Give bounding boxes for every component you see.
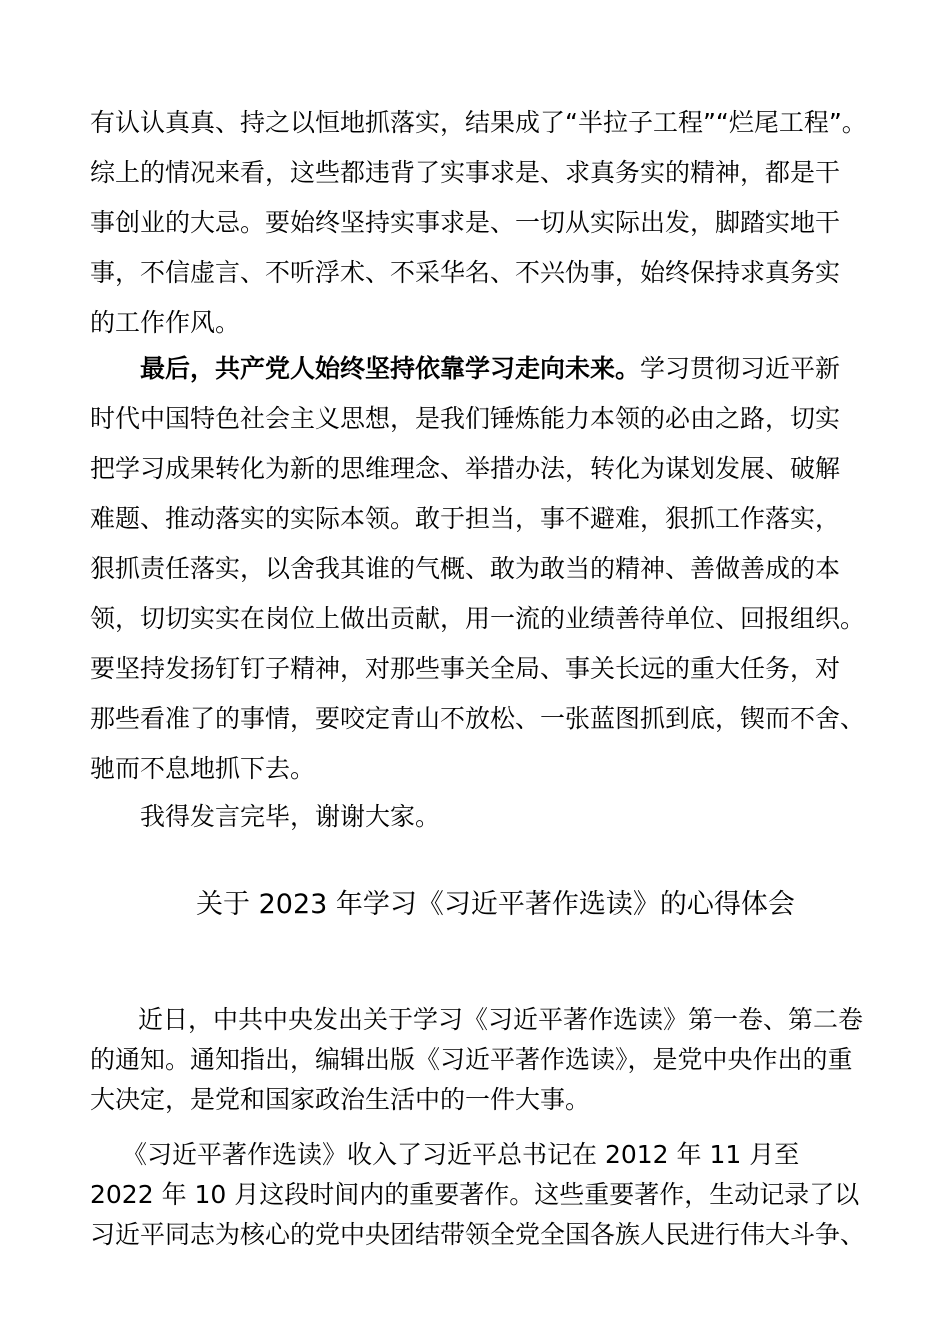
text-line: 综上的情况来看，这些都违背了实事求是、求真务实的精神，都是干 — [90, 158, 841, 187]
text-line: 《习近平著作选读》收入了习近平总书记在 2012 年 11 月至 — [122, 1140, 800, 1169]
text-line: 要坚持发扬钉钉子精神，对那些事关全局、事关长远的重大任务，对 — [90, 654, 841, 683]
text-line: 大决定，是党和国家政治生活中的一件大事。 — [90, 1085, 591, 1114]
text-line: 2022 年 10 月这段时间内的重要著作。这些重要著作，生动记录了以 — [90, 1180, 860, 1209]
text-line: 难题、推动落实的实际本领。敢于担当，事不避难，狠抓工作落实， — [90, 504, 841, 533]
closing-remark: 我得发言完毕，谢谢大家。 — [140, 802, 441, 831]
text-line: 近日，中共中央发出关于学习《习近平著作选读》第一卷、第二卷 — [138, 1005, 864, 1034]
article-title: 关于 2023 年学习《习近平著作选读》的心得体会 — [196, 889, 795, 920]
text-line: 把学习成果转化为新的思维理念、举措办法，转化为谋划发展、破解 — [90, 454, 841, 483]
text-line: 习近平同志为核心的党中央团结带领全党全国各族人民进行伟大斗争、 — [90, 1220, 866, 1249]
text-line: 那些看准了的事情，要咬定青山不放松、一张蓝图抓到底，锲而不舍、 — [90, 704, 866, 733]
lead-rest: 学习贯彻习近平新 — [640, 354, 841, 383]
text-line: 狠抓责任落实，以舍我其谁的气概、敢为敢当的精神、善做善成的本 — [90, 554, 841, 583]
bold-lead: 最后，共产党人始终坚持依靠学习走向未来。 — [140, 354, 641, 383]
text-line: 事创业的大忌。要始终坚持实事求是、一切从实际出发，脚踏实地干 — [90, 208, 841, 237]
text-line: 的通知。通知指出，编辑出版《习近平著作选读》，是党中央作出的重 — [90, 1045, 853, 1074]
text-line: 有认认真真、持之以恒地抓落实，结果成了“半拉子工程”“烂尾工程”。 — [90, 108, 867, 137]
text-line: 领，切切实实在岗位上做出贡献，用一流的业绩善待单位、回报组织。 — [90, 604, 866, 633]
text-line: 时代中国特色社会主义思想，是我们锤炼能力本领的必由之路，切实 — [90, 404, 841, 433]
text-line: 的工作作风。 — [90, 308, 241, 337]
text-line-first — [140, 352, 840, 386]
text-line: 事，不信虚言、不听浮术、不采华名、不兴伪事，始终保持求真务实 — [90, 258, 841, 287]
text-line: 驰而不息地抓下去。 — [90, 754, 316, 783]
